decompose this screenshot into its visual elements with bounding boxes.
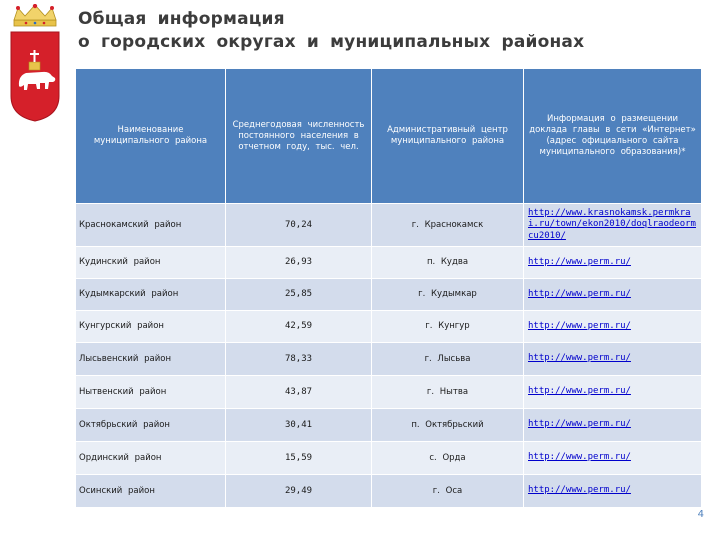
title-line-2: о городских округах и муниципальных районах (78, 32, 585, 52)
table-row (76, 311, 702, 343)
table-row (76, 279, 702, 311)
district-name: Октябрьский район (76, 409, 226, 442)
district-name: Кудинский район (76, 247, 226, 279)
population-value: 43,87 (226, 376, 372, 409)
website-cell (524, 475, 702, 508)
table-row (76, 376, 702, 409)
website-cell (524, 279, 702, 311)
title-line-1: Общая информация (78, 9, 285, 29)
website-link[interactable]: http://www.perm.ru/ (528, 288, 631, 299)
website-cell (524, 204, 702, 247)
website-link[interactable]: http://www.perm.ru/ (528, 485, 631, 496)
header-website-info: Информация о размещении доклада главы в сети «Интернет» (адрес официального сайта муниципального образования)* (524, 69, 702, 204)
districts-table (75, 68, 702, 508)
population-value: 70,24 (226, 204, 372, 247)
website-link[interactable]: http://www.perm.ru/ (528, 256, 631, 267)
website-cell (524, 442, 702, 475)
admin-center: г. Кунгур (372, 311, 524, 343)
website-cell (524, 376, 702, 409)
admin-center: г. Нытва (372, 376, 524, 409)
website-link[interactable]: http://www.krasnokamsk.permkrai.ru/town/ekon2010/doqlraodeormcu2010/ (528, 207, 696, 241)
website-link[interactable]: http://www.perm.ru/ (528, 386, 631, 397)
district-name: Лысьвенский район (76, 343, 226, 376)
website-link[interactable]: http://www.perm.ru/ (528, 353, 631, 364)
table-row (76, 247, 702, 279)
website-cell (524, 311, 702, 343)
table-row (76, 204, 702, 247)
header-admin-center: Административный центр муниципального района (372, 69, 524, 204)
table-row (76, 475, 702, 508)
crown-icon (14, 4, 56, 26)
district-name: Ординский район (76, 442, 226, 475)
population-value: 42,59 (226, 311, 372, 343)
district-name: Нытвенский район (76, 376, 226, 409)
table-header-row (76, 69, 702, 204)
website-cell (524, 247, 702, 279)
table-row (76, 409, 702, 442)
website-cell (524, 343, 702, 376)
admin-center: г. Оса (372, 475, 524, 508)
admin-center: г. Лысьва (372, 343, 524, 376)
coat-of-arms-icon (8, 4, 62, 122)
admin-center: п. Октябрьский (372, 409, 524, 442)
admin-center: с. Орда (372, 442, 524, 475)
district-name: Осинский район (76, 475, 226, 508)
population-value: 30,41 (226, 409, 372, 442)
website-link[interactable]: http://www.perm.ru/ (528, 419, 631, 430)
admin-center: г. Краснокамск (372, 204, 524, 247)
website-link[interactable]: http://www.perm.ru/ (528, 452, 631, 463)
website-link[interactable]: http://www.perm.ru/ (528, 320, 631, 331)
population-value: 29,49 (226, 475, 372, 508)
page-title (78, 8, 678, 54)
population-value: 25,85 (226, 279, 372, 311)
admin-center: г. Кудымкар (372, 279, 524, 311)
district-name: Кунгурский район (76, 311, 226, 343)
table-row (76, 442, 702, 475)
population-value: 78,33 (226, 343, 372, 376)
admin-center: п. Кудва (372, 247, 524, 279)
district-name: Краснокамский район (76, 204, 226, 247)
table-row (76, 343, 702, 376)
header-population: Среднегодовая численность постоянного населения в отчетном году, тыс. чел. (226, 69, 372, 204)
website-cell (524, 409, 702, 442)
header-district-name: Наименование муниципального района (76, 69, 226, 204)
population-value: 26,93 (226, 247, 372, 279)
page-number: 4 (697, 509, 704, 520)
district-name: Кудымкарский район (76, 279, 226, 311)
population-value: 15,59 (226, 442, 372, 475)
